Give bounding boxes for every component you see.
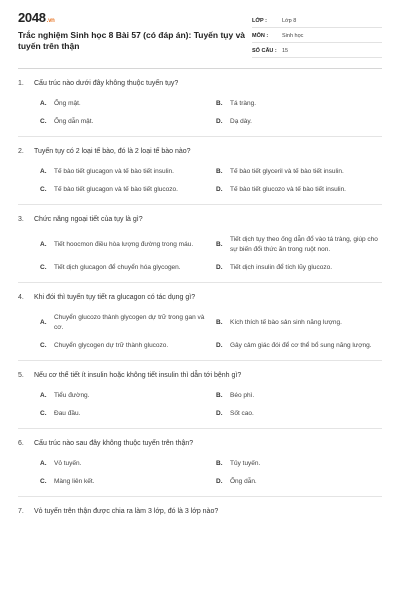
answer-option[interactable] bbox=[40, 185, 212, 195]
question-number: 6. bbox=[18, 440, 24, 447]
meta-row-count bbox=[252, 43, 382, 58]
question-item bbox=[18, 147, 382, 205]
meta-key: LỚP : bbox=[252, 18, 267, 24]
question-item bbox=[18, 371, 382, 429]
option-text: Vỏ tuyến. bbox=[54, 460, 82, 467]
option-text: Kích thích tế bào sản sinh năng lượng. bbox=[230, 319, 342, 326]
answer-option[interactable] bbox=[40, 263, 212, 273]
question-stem bbox=[18, 371, 382, 381]
question-text: Cấu trúc nào sau đây không thuộc tuyến trên thận? bbox=[34, 440, 194, 447]
answer-option[interactable] bbox=[216, 235, 388, 255]
answer-options bbox=[18, 459, 382, 487]
question-number: 1. bbox=[18, 80, 24, 87]
option-text: Tế bào tiết glyceril và tế bào tiết insulin. bbox=[230, 168, 344, 175]
option-text: Tiết dịch glucagon để chuyển hóa glycogen. bbox=[54, 264, 181, 271]
site-logo[interactable] bbox=[18, 10, 246, 25]
question-text: Nếu cơ thể tiết ít insulin hoặc không tiết insulin thì dẫn tới bệnh gì? bbox=[34, 372, 242, 379]
answer-option[interactable] bbox=[216, 459, 388, 469]
option-text: Chuyển glycogen dự trữ thành glucozo. bbox=[54, 342, 169, 349]
option-letter: B. bbox=[216, 392, 223, 399]
option-text: Tiết hoocmon điều hòa lượng đường trong máu. bbox=[54, 241, 194, 248]
question-text: Tuyến tụy có 2 loại tế bào, đó là 2 loại tế bào nào? bbox=[34, 148, 191, 155]
option-letter: B. bbox=[216, 460, 223, 467]
header-left bbox=[18, 10, 246, 66]
question-number: 2. bbox=[18, 148, 24, 155]
option-text: Ống dẫn mật. bbox=[54, 118, 94, 125]
question-list bbox=[18, 69, 382, 526]
option-letter: D. bbox=[216, 410, 223, 417]
meta-value: 15 bbox=[282, 48, 289, 54]
option-text: Dạ dày. bbox=[230, 118, 252, 125]
option-letter: D. bbox=[216, 342, 223, 349]
option-letter: C. bbox=[40, 118, 47, 125]
answer-option[interactable] bbox=[40, 459, 212, 469]
option-letter: A. bbox=[40, 392, 47, 399]
answer-options bbox=[18, 99, 382, 127]
logo-main: 2048 bbox=[18, 10, 46, 25]
meta-value: Lớp 8 bbox=[282, 18, 297, 24]
option-text: Đau đầu. bbox=[54, 410, 81, 417]
answer-option[interactable] bbox=[40, 167, 212, 177]
option-text: Tiểu đường. bbox=[54, 392, 90, 399]
question-item bbox=[18, 79, 382, 137]
question-number: 7. bbox=[18, 508, 24, 515]
option-text: Tủy tuyến. bbox=[230, 460, 261, 467]
question-stem bbox=[18, 79, 382, 89]
question-item bbox=[18, 293, 382, 361]
answer-option[interactable] bbox=[40, 341, 212, 351]
question-text: Vỏ tuyến trên thận được chia ra làm 3 lớp, đó là 3 lớp nào? bbox=[34, 508, 219, 515]
option-text: Sốt cao. bbox=[230, 410, 254, 417]
answer-option[interactable] bbox=[216, 167, 388, 177]
option-letter: A. bbox=[40, 241, 47, 248]
question-item bbox=[18, 507, 382, 526]
option-letter: C. bbox=[40, 478, 47, 485]
answer-option[interactable] bbox=[216, 409, 388, 419]
option-text: Màng liên kết. bbox=[54, 478, 95, 485]
answer-option[interactable] bbox=[216, 341, 388, 351]
question-number: 4. bbox=[18, 294, 24, 301]
meta-key: SỐ CÂU : bbox=[252, 48, 277, 54]
option-text: Tế bào tiết glucozo và tế bào tiết insulin. bbox=[230, 186, 346, 193]
option-text: Tiết dịch tụy theo ống dẫn đổ vào tá tràng, giúp cho sự biến đổi thức ăn trong ruột non. bbox=[230, 236, 378, 253]
option-letter: A. bbox=[40, 319, 47, 326]
option-letter: C. bbox=[40, 342, 47, 349]
answer-options bbox=[18, 167, 382, 195]
logo-suffix: .vn bbox=[46, 18, 55, 24]
option-letter: D. bbox=[216, 186, 223, 193]
option-text: Ống dẫn. bbox=[230, 478, 257, 485]
question-stem bbox=[18, 507, 382, 517]
option-text: Tế bào tiết glucagon và tế bào tiết insulin. bbox=[54, 168, 174, 175]
option-letter: C. bbox=[40, 410, 47, 417]
option-letter: A. bbox=[40, 168, 47, 175]
question-stem bbox=[18, 293, 382, 303]
answer-option[interactable] bbox=[40, 235, 212, 255]
page-title: Trắc nghiệm Sinh học 8 Bài 57 (có đáp án): Tuyến tụy và tuyến trên thận bbox=[18, 30, 246, 51]
question-stem bbox=[18, 439, 382, 449]
option-letter: B. bbox=[216, 319, 223, 326]
option-letter: B. bbox=[216, 168, 223, 175]
answer-option[interactable] bbox=[40, 391, 212, 401]
answer-options bbox=[18, 235, 382, 273]
question-item bbox=[18, 439, 382, 497]
option-letter: D. bbox=[216, 118, 223, 125]
question-text: Cấu trúc nào dưới đây không thuộc tuyến tụy? bbox=[34, 80, 179, 87]
meta-row-subject bbox=[252, 28, 382, 43]
answer-option[interactable] bbox=[216, 313, 388, 333]
question-item bbox=[18, 215, 382, 283]
meta-row-class bbox=[252, 13, 382, 28]
question-stem bbox=[18, 147, 382, 157]
answer-option[interactable] bbox=[216, 263, 388, 273]
question-number: 5. bbox=[18, 372, 24, 379]
answer-option[interactable] bbox=[216, 185, 388, 195]
question-stem bbox=[18, 215, 382, 225]
option-text: Chuyển glucozo thành glycogen dự trữ trong gan và cơ. bbox=[54, 314, 205, 331]
option-text: Tá tràng. bbox=[230, 100, 257, 107]
option-letter: D. bbox=[216, 478, 223, 485]
answer-option[interactable] bbox=[216, 391, 388, 401]
option-text: Ống mật. bbox=[54, 100, 81, 107]
meta-key: MÔN : bbox=[252, 33, 269, 39]
option-letter: C. bbox=[40, 186, 47, 193]
option-letter: A. bbox=[40, 460, 47, 467]
option-text: Tiết dịch insulin để tích lũy glucozo. bbox=[230, 264, 333, 271]
answer-option[interactable] bbox=[216, 477, 388, 487]
page-header bbox=[18, 0, 382, 66]
answer-option[interactable] bbox=[40, 117, 212, 127]
meta-panel bbox=[252, 10, 382, 66]
option-letter: C. bbox=[40, 264, 47, 271]
option-text: Béo phì. bbox=[230, 392, 255, 399]
option-text: Tế bào tiết glucagon và tế bào tiết glucozo. bbox=[54, 186, 178, 193]
answer-option[interactable] bbox=[40, 477, 212, 487]
question-text: Khi đói thì tuyến tụy tiết ra glucagon có tác dụng gì? bbox=[34, 294, 196, 301]
question-text: Chức năng ngoại tiết của tụy là gì? bbox=[34, 216, 143, 223]
option-text: Gây cảm giác đói để cơ thể bổ sung năng lượng. bbox=[230, 342, 372, 349]
answer-option[interactable] bbox=[40, 99, 212, 109]
answer-option[interactable] bbox=[40, 313, 212, 333]
option-letter: B. bbox=[216, 100, 223, 107]
option-letter: D. bbox=[216, 264, 223, 271]
option-letter: A. bbox=[40, 100, 47, 107]
answer-options bbox=[18, 391, 382, 419]
answer-option[interactable] bbox=[216, 117, 388, 127]
option-letter: B. bbox=[216, 241, 223, 248]
question-number: 3. bbox=[18, 216, 24, 223]
meta-value: Sinh học bbox=[282, 33, 304, 39]
answer-option[interactable] bbox=[216, 99, 388, 109]
answer-option[interactable] bbox=[40, 409, 212, 419]
answer-options bbox=[18, 313, 382, 351]
